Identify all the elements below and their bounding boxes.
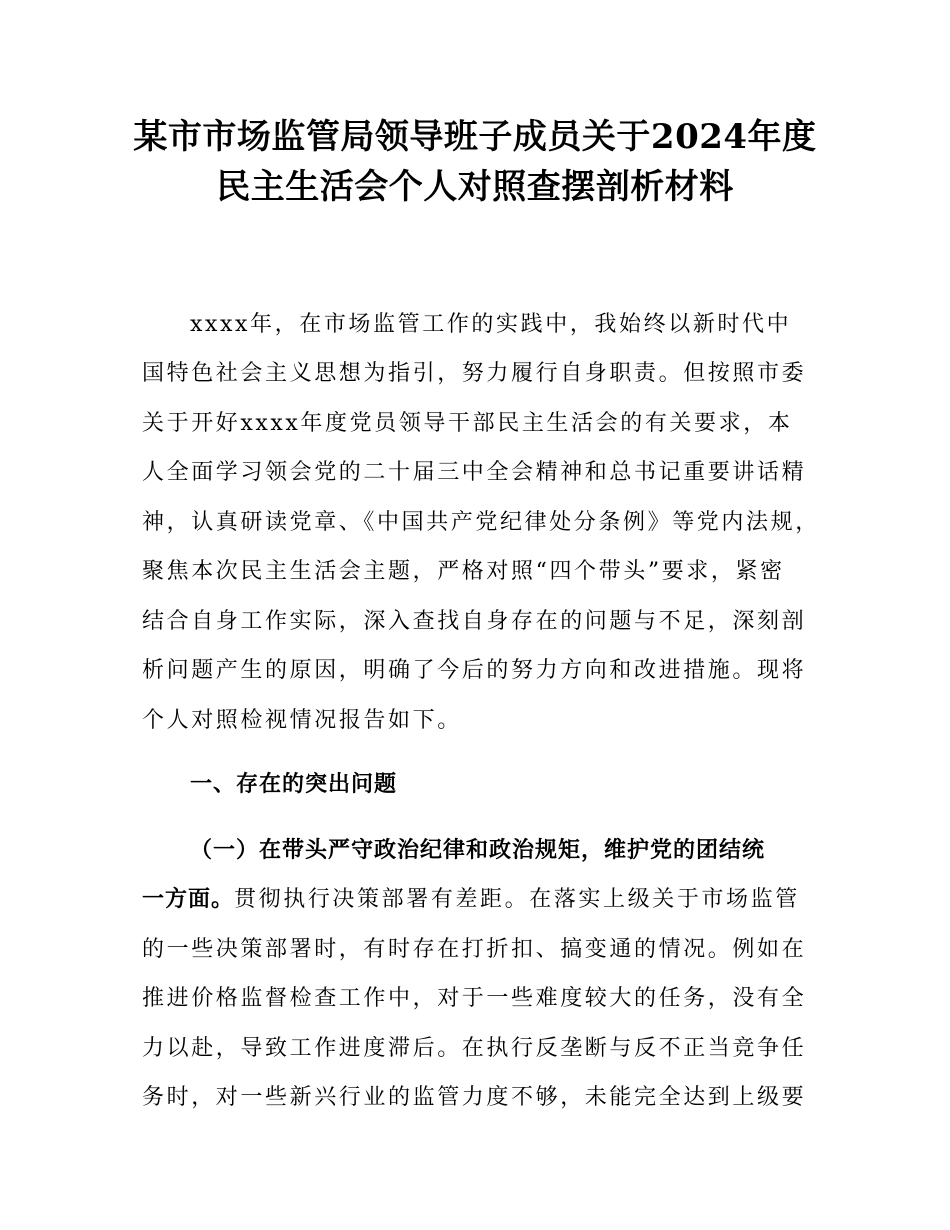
intro-line-5: 神，认真研读党章、《中国共产党纪律处分条例》等党内法规， [142, 510, 820, 535]
body-line-6: 务时，对一些新兴行业的监管力度不够，未能完全达到上级要 [142, 1085, 807, 1110]
body-line-4: 推进价格监督检查工作中，对于一些难度较大的任务，没有全 [142, 986, 807, 1011]
intro-line-4: 人全面学习领会党的二十届三中全会精神和总书记重要讲话精 [142, 460, 807, 485]
title-line-2: 民主生活会个人对照查摆剖析材料 [216, 167, 734, 207]
body-line-5: 力以赴，导致工作进度滞后。在执行反垄断与反不正当竞争任 [142, 1036, 807, 1061]
intro-line-3: 关于开好xxxx年度党员领导干部民主生活会的有关要求，本 [142, 411, 793, 436]
subsection-heading-1: （一）在带头严守政治纪律和政治规矩，维护党的团结统 [190, 838, 766, 863]
subsection-heading-end: 一方面。 [142, 887, 235, 912]
subsection-line-2 [142, 885, 800, 915]
intro-line-1: xxxx年，在市场监管工作的实践中，我始终以新时代中 [190, 312, 792, 337]
intro-line-2: 国特色社会主义思想为指引，努力履行自身职责。但按照市委 [142, 361, 807, 386]
section-heading-1: 一、存在的突出问题 [190, 772, 398, 797]
intro-line-7: 结合自身工作实际，深入查找自身存在的问题与不足，深刻剖 [142, 609, 807, 634]
subsection-line-2-body: 贯彻执行决策部署有差距。在落实上级关于市场监管 [234, 887, 800, 912]
page-title [100, 112, 850, 212]
body-line-3: 的一些决策部署时，有时存在打折扣、搞变通的情况。例如在 [142, 937, 807, 962]
intro-line-9: 个人对照检视情况报告如下。 [142, 708, 462, 733]
title-line-1: 某市市场监管局领导班子成员关于2024年度 [133, 117, 817, 157]
intro-line-6: 聚焦本次民主生活会主题，严格对照“四个带头”要求，紧密 [142, 559, 785, 584]
intro-line-8: 析问题产生的原因，明确了今后的努力方向和改进措施。现将 [142, 658, 807, 683]
